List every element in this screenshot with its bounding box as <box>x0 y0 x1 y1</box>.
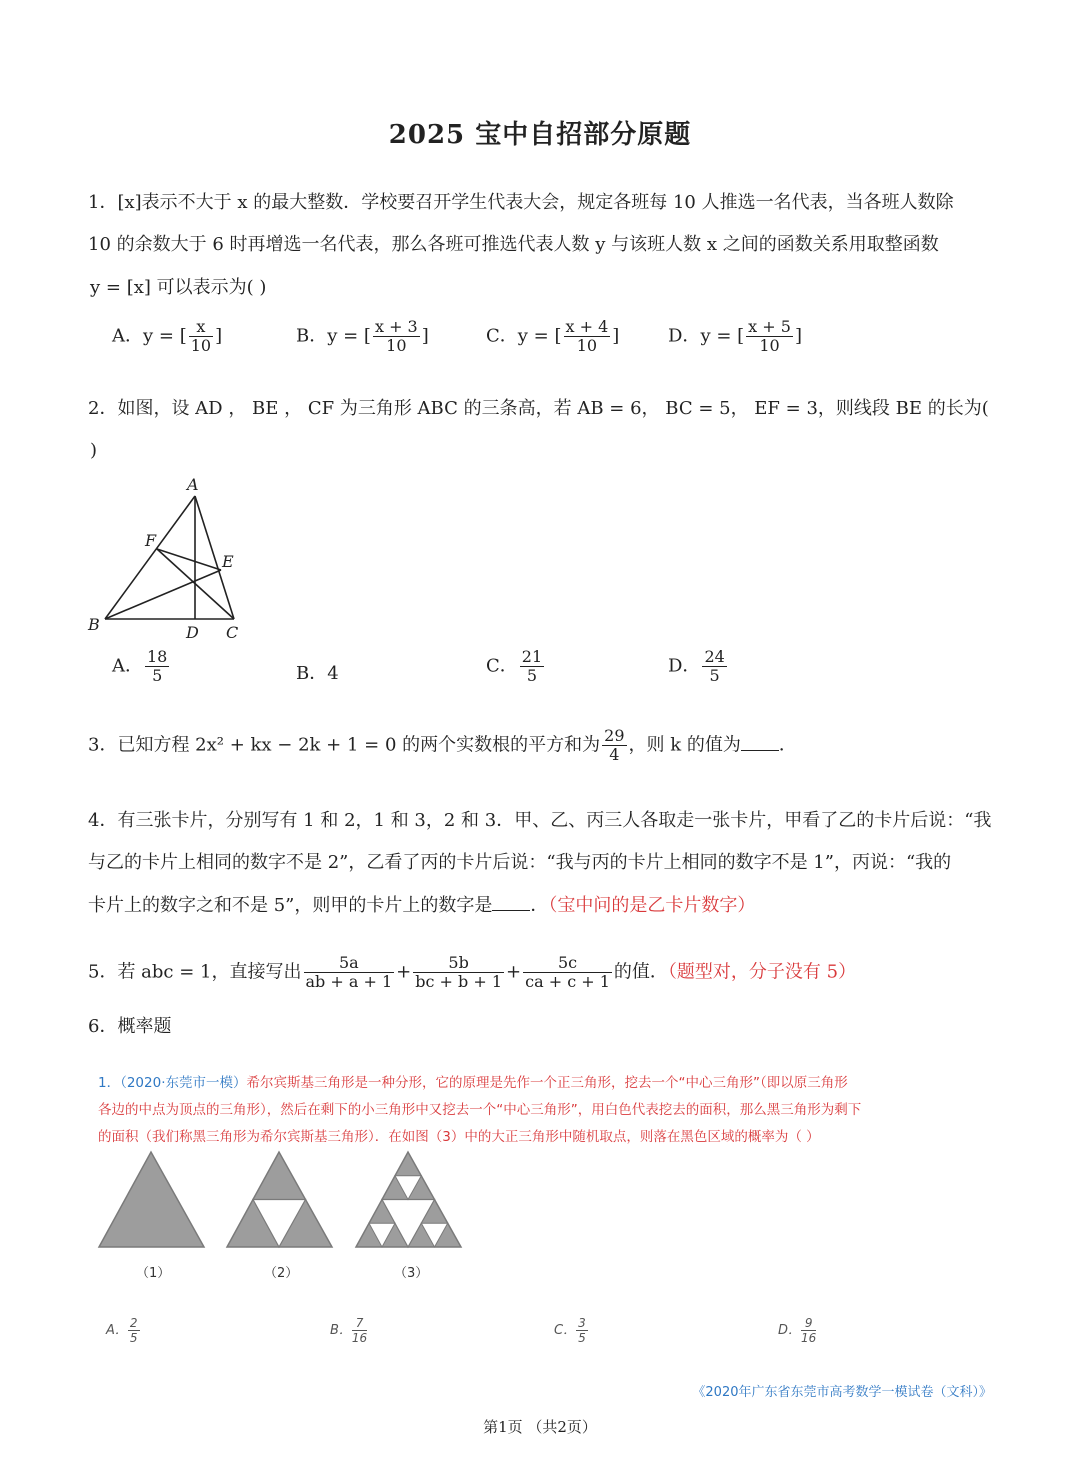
page-title: 2025 宝中自招部分原题 <box>388 120 692 150</box>
q6-text-line-3: 的面积（我们称黑三角形为希尔宾斯基三角形）．在如图（3）中的大正三角形中随机取点，则落在黑色区域的概率为（ ） <box>98 1129 820 1145</box>
label-b: B <box>88 615 100 634</box>
source-reference: 《2020年广东省东莞市高考数学一模试卷（文科）》 <box>692 1385 992 1400</box>
q4-line-3: 卡片上的数字之和不是 5”，则甲的卡片上的数字是 ．（宝中问的是乙卡片数字） <box>88 895 756 916</box>
label-a: A <box>187 475 199 494</box>
q6-source: （2020·东莞市一模） <box>120 1075 247 1091</box>
sierpinski-triangle-3 <box>356 1152 461 1247</box>
figure-caption-1: （1） <box>136 1266 171 1281</box>
q1-option-d: D．y = [ $\frac{x + 5}{10}$ ] <box>668 317 802 355</box>
q1-option-c: C．y = [ $\frac{x + 4}{10}$ ] <box>486 317 620 355</box>
q1-option-b: B．y = [ $\frac{x + 3}{10}$ ] <box>296 317 429 355</box>
figure-caption-2: （2） <box>264 1266 299 1281</box>
q6-text-line-2: 各边的中点为顶点的三角形），然后在剩下的小三角形中又挖去一个“中心三角形”，用白色代表挖去的面积，那么黑三角形为剩下 <box>98 1102 862 1118</box>
label-f: F <box>145 531 157 550</box>
q6-text-line-1: 1．（2020·东莞市一模）希尔宾斯基三角形是一种分形，它的原理是先作一个正三角形，挖去一个“中心三角形”（即以原三角形 <box>98 1075 848 1091</box>
q4-note: （宝中问的是乙卡片数字） <box>548 895 756 916</box>
q2-option-b: B．4 <box>296 663 339 684</box>
sierpinski-triangle-2 <box>227 1152 332 1247</box>
triangle-altitudes-figure <box>84 472 254 644</box>
q2-option-c: C． $\frac{21}{5}$ <box>486 647 543 685</box>
q1-line-2: 10 的余数大于 6 时再增选一名代表，那么各班可推选代表人数 y 与该班人数 x 之间的函数关系用取整函数 <box>88 234 939 255</box>
label-d: D <box>186 623 199 642</box>
q3-line: 3．已知方程 2x² + kx − 2k + 1 = 0 的两个实数根的平方和为 $\frac{29}{4}$ ，则 k 的值为 ． <box>88 726 797 764</box>
label-c: C <box>226 623 239 642</box>
q2-option-a: A． $\frac{18}{5}$ <box>112 647 168 685</box>
q4-line-2: 与乙的卡片上相同的数字不是 2”，乙看了丙的卡片后说：“我与丙的卡片上相同的数字不是 1”，丙说：“我的 <box>88 852 952 873</box>
q2-line-1: 2．如图，设 AD ， BE ， CF 为三角形 ABC 的三条高，若 AB = 6， BC = 5， EF = 3，则线段 BE 的长为( <box>88 398 989 419</box>
q5-note: （题型对，分子没有 5） <box>667 961 857 983</box>
q4-answer-blank <box>492 894 530 911</box>
page-footer: 第1页 （共2页） <box>483 1418 597 1436</box>
q3-answer-blank <box>741 734 779 751</box>
q1-line-3: y = [x] 可以表示为( ) <box>90 277 267 298</box>
q5-line: 5．若 abc = 1，直接写出 $\frac{5a}{ab + a + 1}$ + $\frac{5b}{bc + b + 1}$ + $\frac{5c}{ca + c + 1}$ 的值．（题型对，分子没有 5） <box>88 953 857 991</box>
q2-line-2: ) <box>90 440 98 461</box>
label-e: E <box>222 552 234 571</box>
q6-option-c: C． $\frac{3}{5}$ <box>554 1316 586 1345</box>
q6-option-a: A． $\frac{2}{5}$ <box>106 1316 138 1345</box>
q6-option-d: D． $\frac{9}{16}$ <box>778 1316 817 1345</box>
sierpinski-figures <box>94 1148 474 1252</box>
q1-line-1: 1．[x]表示不大于 x 的最大整数．学校要召开学生代表大会，规定各班每 10 人推选一名代表，当各班人数除 <box>88 192 954 213</box>
q6-option-b: B． $\frac{7}{16}$ <box>330 1316 368 1345</box>
q6-heading: 6．概率题 <box>88 1016 172 1037</box>
q2-option-d: D． $\frac{24}{5}$ <box>668 647 725 685</box>
q4-line-1: 4．有三张卡片，分别写有 1 和 2，1 和 3，2 和 3．甲、乙、丙三人各取走一张卡片，甲看了乙的卡片后说：“我 <box>88 810 992 831</box>
segment-ef <box>157 549 221 570</box>
figure-caption-3: （3） <box>394 1266 429 1281</box>
q1-option-a: A．y = [ $\frac{x}{10}$ ] <box>112 317 223 355</box>
sierpinski-triangle-1 <box>99 1152 204 1247</box>
